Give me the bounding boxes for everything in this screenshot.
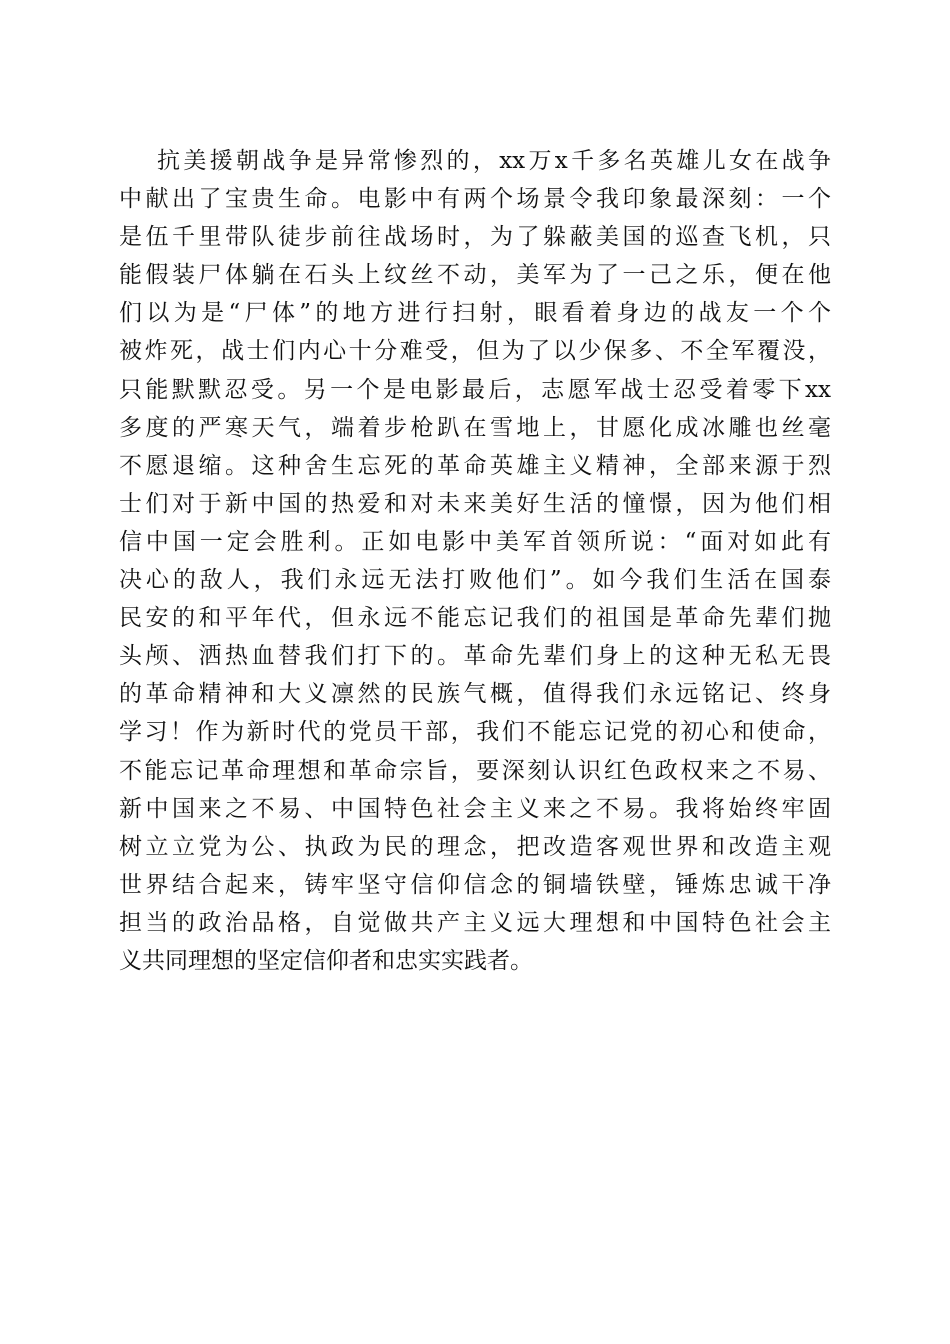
- paragraph-line: 世界结合起来，铸牢坚守信仰信念的铜墙铁壁，锤炼忠诚干净: [119, 871, 831, 898]
- body-paragraph: [119, 142, 831, 980]
- paragraph-line: 民安的和平年代，但永远不能忘记我们的祖国是革命先辈们抛: [119, 605, 831, 632]
- paragraph-line: 抗美援朝战争是异常惨烈的，xx万x千多名英雄儿女在战争: [157, 148, 831, 174]
- paragraph-line: 能假装尸体躺在石头上纹丝不动，美军为了一己之乐，便在他: [119, 262, 831, 289]
- paragraph-line: 树立立党为公、执政为民的理念，把改造客观世界和改造主观: [119, 833, 831, 860]
- paragraph-line: 担当的政治品格，自觉做共产主义远大理想和中国特色社会主: [119, 909, 831, 936]
- paragraph-line: 们以为是“尸体”的地方进行扫射，眼看着身边的战友一个个: [119, 300, 831, 327]
- paragraph-line: 不能忘记革命理想和革命宗旨，要深刻认识红色政权来之不易、: [119, 757, 831, 784]
- paragraph-line: 的革命精神和大义凛然的民族气概，值得我们永远铭记、终身: [119, 681, 831, 708]
- paragraph-line: 学习！作为新时代的党员干部，我们不能忘记党的初心和使命，: [119, 719, 831, 746]
- paragraph-line: 不愿退缩。这种舍生忘死的革命英雄主义精神，全部来源于烈: [119, 452, 831, 479]
- paragraph-line: 中献出了宝贵生命。电影中有两个场景令我印象最深刻：一个: [119, 186, 831, 213]
- paragraph-line: 士们对于新中国的热爱和对未来美好生活的憧憬，因为他们相: [119, 490, 831, 517]
- paragraph-line: 决心的敌人，我们永远无法打败他们”。如今我们生活在国泰: [119, 567, 831, 594]
- paragraph-line: 信中国一定会胜利。正如电影中美军首领所说：“面对如此有: [119, 528, 831, 555]
- paragraph-line: 头颅、洒热血替我们打下的。革命先辈们身上的这种无私无畏: [119, 643, 831, 670]
- paragraph-line: 多度的严寒天气，端着步枪趴在雪地上，甘愿化成冰雕也丝毫: [119, 414, 831, 441]
- paragraph-line: 只能默默忍受。另一个是电影最后，志愿军战士忍受着零下xx: [119, 376, 831, 403]
- paragraph-line: 新中国来之不易、中国特色社会主义来之不易。我将始终牢固: [119, 795, 831, 822]
- paragraph-line: 是伍千里带队徒步前往战场时，为了躲蔽美国的巡查飞机，只: [119, 224, 831, 251]
- paragraph-line: 被炸死，战士们内心十分难受，但为了以少保多、不全军覆没，: [119, 338, 831, 365]
- paragraph-line: 义共同理想的坚定信仰者和忠实实践者。: [119, 947, 533, 974]
